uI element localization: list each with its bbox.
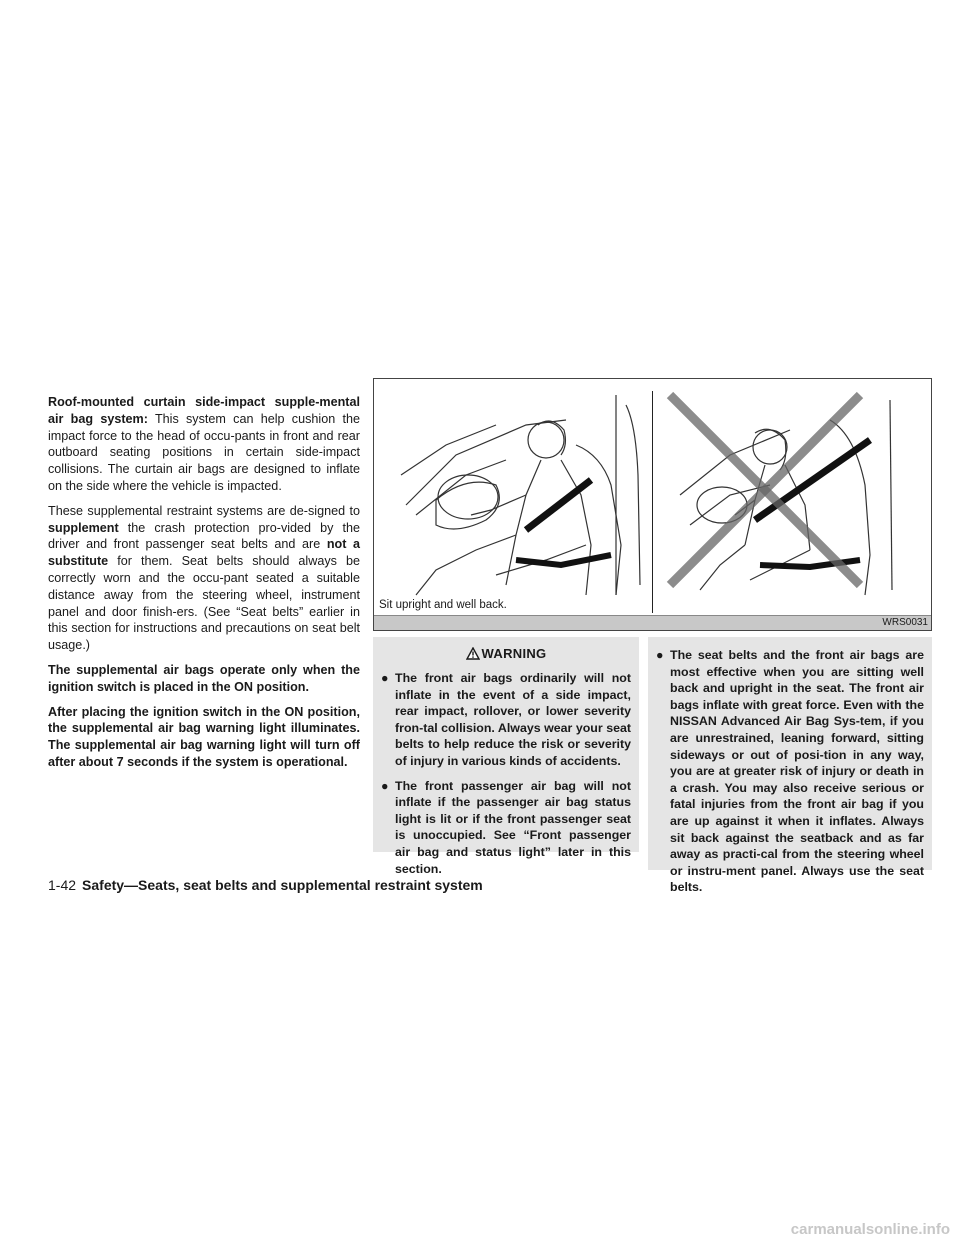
- correct-seating-illustration: [376, 385, 652, 600]
- bullet-icon: ●: [656, 648, 664, 662]
- warning-header: [373, 637, 639, 668]
- curtain-airbag-heading: Roof-mounted curtain side-impact supple-mental air bag system:: [48, 395, 360, 426]
- figure-divider: [652, 391, 653, 613]
- warning-box-continued: [648, 637, 932, 895]
- warning-triangle-icon: [466, 647, 480, 663]
- warning-box: [373, 637, 639, 876]
- warning-list-1: [373, 668, 639, 877]
- seating-position-figure: [373, 378, 932, 631]
- ignition-on-paragraph: The supplemental air bags operate only when the ignition switch is placed in the ON position.: [48, 662, 360, 694]
- page-number: 1-42: [48, 877, 77, 893]
- figure-code: WRS0031: [882, 617, 928, 628]
- warning-list-2: [648, 637, 932, 896]
- warning-item: ● The front passenger air bag will not inflate if the passenger air bag status light is lit or if the front passenger seat is unoccupied. See “Front passenger air bag and status light” later in this section.: [381, 778, 631, 876]
- watermark: carmanualsonline.info: [790, 1221, 950, 1238]
- supplement-paragraph: These supplemental restraint systems are de-signed to supplement the crash protection pro-vided by the driver and front passenger seat belts and are not a substitute for them. Seat belts should always be correctly worn and the occu-pant seated a suitable distance away from the steering wheel, instrument panel and door finish-ers. (See “Seat belts” earlier in this section for instructions and precautions on seat belt usage.): [48, 503, 360, 653]
- section-title: Safety—Seats, seat belts and supplemental restraint system: [82, 877, 483, 893]
- curtain-airbag-paragraph: Roof-mounted curtain side-impact supple-mental air bag system: This system can help cushion the impact force to the head of occu-pants in front and rear outboard seating positions in certain side-impact collisions. The curtain air bags are designed to inflate on the side where the vehicle is impacted.: [48, 395, 360, 493]
- incorrect-seating-illustration: [660, 385, 928, 600]
- warning-light-paragraph: After placing the ignition switch in the ON position, the supplemental air bag warning light illuminates. The supplemental air bag warning light will turn off after about 7 seconds if the system is operational.: [48, 704, 360, 769]
- left-column: [48, 394, 360, 779]
- warning-title: WARNING: [481, 646, 547, 661]
- warning-item: ● The seat belts and the front air bags are most effective when you are sitting well back and upright in the seat. The front air bags inflate with great force. Even with the NISSAN Advanced Air Bag Sys-tem, if you are unrestrained, leaning forward, sitting sideways or out of posi-tion in any way, you are at greater risk of injury or death in a crash. You may also receive serious or fatal injuries from the front air bag if you are up against it when it inflates. Always sit back against the seatback and as far away as practi-cal from the steering wheel or instru-ment panel. Always use the seat belts.: [656, 648, 924, 895]
- figure-code-bar: [374, 615, 931, 630]
- page-footer: [48, 877, 483, 893]
- bullet-icon: ●: [381, 671, 389, 685]
- bullet-icon: ●: [381, 778, 389, 793]
- warning-item: ● The front air bags ordinarily will not inflate in the event of a side impact, rear impact, rollover, or lower severity fron-tal collision. Always wear your seat belts to help reduce the risk or severity of injury in various kinds of accidents.: [381, 671, 631, 768]
- figure-caption: Sit upright and well back.: [379, 599, 507, 611]
